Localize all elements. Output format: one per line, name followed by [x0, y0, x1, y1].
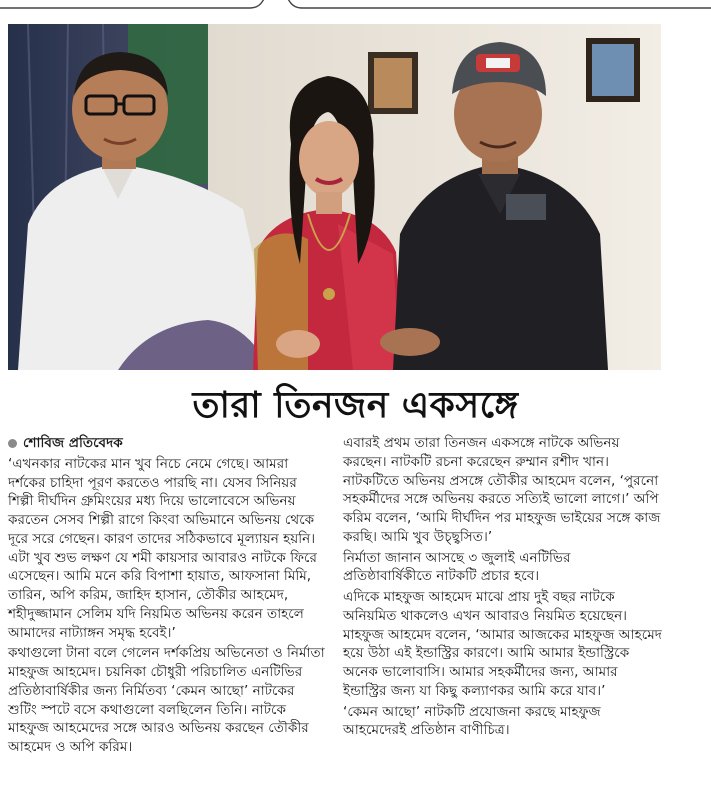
paragraph: নির্মাতা জানান আসছে ৩ জুলাই এনটিভির প্রতিষ্ঠাবার্ষিকীতে নাটকটি প্রচার হবে। — [343, 549, 571, 585]
paragraph: ‘এখনকার নাটকের মান খুব নিচে নেমে গেছে। আমরা দর্শকের চাহিদা পূরণ করতেও পারছি না। যেসব সিনিয়র শিল্পী দীর্ঘদিন গ্রুমিংয়ের মধ্য দিয়ে ভালোবেসে অভিনয় করতেন সেসব শিল্পী রাগে কিংবা অভিমানে অভিনয় থেকে দূরে সরে গেছেন। কারণ তাদের সঠিকভাবে মূল্যায়ন হয়নি। এটা খুব শুভ লক্ষণ যে শমী কায়সার আবারও নাটকে ফিরে এসেছেন। আমি মনে করি বিপাশা হায়াত, আফসানা মিমি, তারিন, অপি করিম, জাহিদ হাসান, তৌকীর আহমেদ, শহীদুজ্জামান সেলিম যদি নিয়মিত অভিনয় করেন তাহলে আমাদের নাট্যাঙ্গন সমৃদ্ধ হবেই।’ — [8, 455, 317, 641]
paragraph: কথাগুলো টানা বলে গেলেন দর্শকপ্রিয় অভিনেতা ও নির্মাতা মাহফুজ আহমেদ। চয়নিকা চৌধুরী পরিচালিত এনটিভির প্রতিষ্ঠাবার্ষিকীর জন্য নির্মিতব্য ‘কেমন আছো’ নাটকের শুটিং স্পটে বসে কথাগুলো বলছিলেন তিনি। নাটকে মাহফুজ আহমেদের সঙ্গে আরও অভিনয় করছেন তৌকীর আহমেদ ও অপি করিম। — [8, 645, 325, 755]
bullet-icon — [8, 439, 17, 448]
byline — [8, 434, 326, 453]
article-column-right — [343, 434, 663, 742]
byline-text: শোবিজ প্রতিবেদক — [23, 435, 123, 451]
paragraph: এবারই প্রথম তারা তিনজন একসঙ্গে নাটকে অভিনয় করছেন। নাটকটি রচনা করেছেন রুম্মান রশীদ খান। নাটকটিতে অভিনয় প্রসঙ্গে তৌকীর আহমেদ বলেন, ‘পুরনো সহকর্মীদের সঙ্গে অভিনয় করতে সত্যিই ভালো লাগে।’ অপি করিম বলেন, ‘আমি দীর্ঘদিন পর মাহফুজ ভাইয়ের সঙ্গে কাজ করছি। আমি খুব উচ্ছ্বসিত।’ — [343, 435, 661, 545]
headline: তারা তিনজন একসঙ্গে — [192, 385, 519, 426]
paragraph: এদিকে মাহফুজ আহমেদ মাঝে প্রায় দুই বছর নাটকে অনিয়মিত থাকলেও এখন আবারও নিয়মিত হয়েছেন। মাহফুজ আহমেদ বলেন, ‘আমার আজকের মাহফুজ আহমেদ হয়ে উঠা এই ইন্ডাস্ট্রির কারণে। আমি আমার ইন্ডাস্ট্রিকে অনেক ভালোবাসি। আমার সহকর্মীদের জন্য, আমার ইন্ডাস্ট্রির জন্য যা কিছু কল্যাণকর আমি করে যাব।’ — [343, 589, 662, 699]
article-photo — [8, 24, 661, 370]
top-border-decoration — [0, 0, 711, 14]
article-column-left — [8, 434, 326, 759]
paragraph: ‘কেমন আছো’ নাটকটি প্রযোজনা করছে মাহফুজ আহমেদেরই প্রতিষ্ঠান বাণীচিত্র। — [343, 703, 601, 739]
